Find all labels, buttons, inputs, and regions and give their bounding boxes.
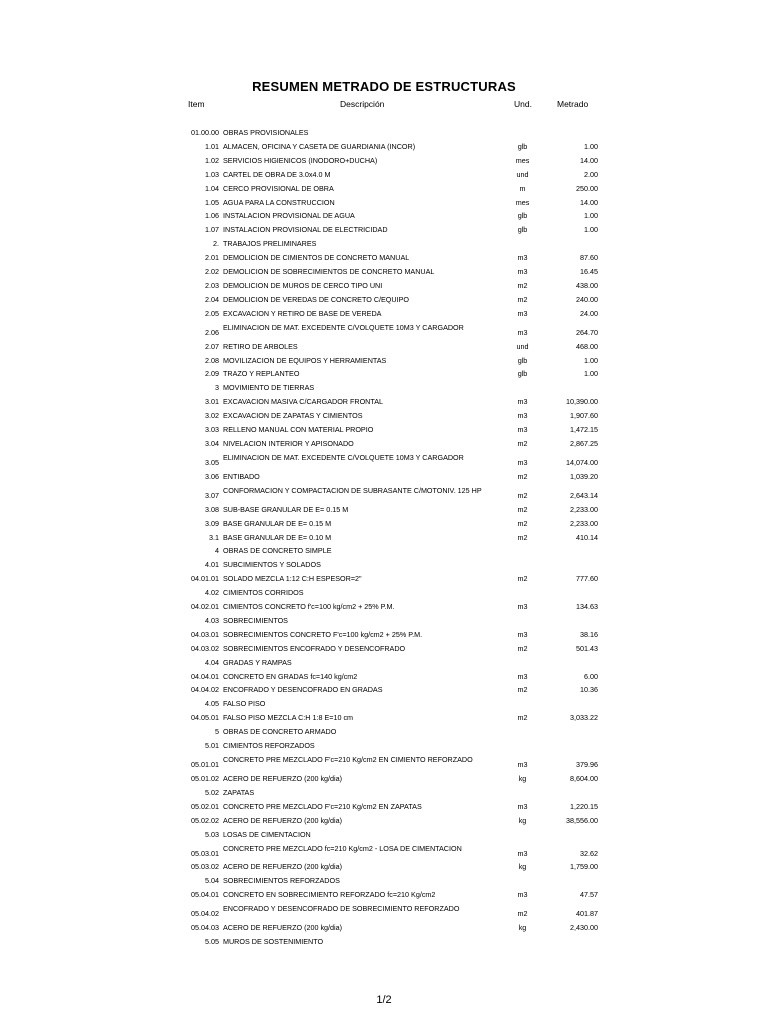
row-description: GRADAS Y RAMPAS [223, 657, 292, 667]
row-description: CONCRETO EN SOBRECIMIENTO REFORZADO fc=210 Kg/cm2 [223, 890, 436, 900]
row-code: 2.01 [205, 253, 219, 263]
row-description: SOBRECIMIENTOS REFORZADOS [223, 876, 340, 886]
row-unit: m2 [517, 438, 528, 448]
row-metrado: 264.70 [576, 327, 598, 337]
header-metrado: Metrado [557, 99, 589, 109]
row-metrado: 10.36 [580, 685, 598, 695]
row-description: CONCRETO PRE MEZCLADO fc=210 Kg/cm2 - LOSA DE CIMENTACION [223, 843, 462, 853]
row-description: CIMIENTOS REFORZADOS [223, 741, 315, 750]
row-unit: m2 [517, 471, 528, 481]
row-code: 1.05 [205, 197, 219, 207]
row-code: 3.07 [205, 490, 219, 500]
row-code: 5.03 [205, 829, 219, 839]
row-code: 5.04 [205, 876, 219, 886]
row-unit: m3 [517, 308, 528, 318]
row-metrado: 1.00 [584, 369, 598, 379]
row-description: ENTIBADO [223, 471, 260, 481]
row-metrado: 468.00 [576, 341, 598, 351]
row-metrado: 2,233.00 [570, 518, 598, 528]
row-code: 5.05 [205, 937, 219, 946]
row-description: EXCAVACION DE ZAPATAS Y CIMIENTOS [223, 411, 363, 421]
row-description: MOVIMIENTO DE TIERRAS [223, 383, 315, 393]
row-code: 05.03.01 [191, 848, 219, 858]
row-metrado: 38,556.00 [566, 815, 598, 825]
row-unit: m2 [517, 685, 528, 695]
row-description: ACERO DE REFUERZO (200 kg/dia) [223, 773, 343, 783]
row-unit: m3 [517, 848, 528, 858]
row-description: CONFORMACION Y COMPACTACION DE SUBRASANTE C/MOTONIV. 125 HP [223, 485, 482, 495]
row-description: TRABAJOS PRELIMINARES [223, 239, 317, 249]
row-code: 1.04 [205, 183, 219, 193]
row-code: 2.05 [205, 308, 219, 318]
row-code: 1.06 [205, 211, 219, 221]
row-unit: m2 [517, 643, 528, 653]
row-code: 3.09 [205, 518, 219, 528]
row-unit: m3 [517, 890, 528, 900]
row-unit: m3 [517, 602, 528, 611]
row-metrado: 1,759.00 [570, 862, 598, 872]
row-description: FALSO PISO [223, 699, 266, 709]
row-description: CONCRETO PRE MEZCLADO F'c=210 Kg/cm2 EN CIMIENTO REFORZADO [223, 755, 473, 764]
row-code: 05.02.01 [191, 801, 219, 811]
row-description: CONCRETO PRE MEZCLADO F'c=210 Kg/cm2 EN ZAPATAS [223, 801, 422, 811]
row-description: DEMOLICION DE CIMIENTOS DE CONCRETO MANUAL [223, 253, 410, 263]
row-description: EXCAVACION MASIVA C/CARGADOR FRONTAL [223, 397, 384, 407]
row-unit: m3 [517, 267, 528, 276]
row-metrado: 1,472.15 [570, 425, 598, 434]
row-description: CIMIENTOS CORRIDOS [223, 588, 304, 598]
row-unit: kg [518, 862, 527, 872]
row-description: CONCRETO EN GRADAS fc=140 kg/cm2 [223, 671, 358, 681]
row-description: INSTALACION PROVISIONAL DE ELECTRICIDAD [223, 225, 388, 235]
row-code: 4 [215, 546, 219, 556]
row-unit: m3 [517, 760, 528, 769]
row-metrado: 777.60 [576, 574, 598, 584]
row-metrado: 240.00 [576, 294, 598, 304]
row-code: 2.09 [205, 369, 219, 379]
row-description: RELLENO MANUAL CON MATERIAL PROPIO [223, 425, 374, 434]
row-metrado: 14.00 [580, 197, 598, 207]
row-code: 5.01 [205, 741, 219, 750]
row-description: MUROS DE SOSTENIMIENTO [223, 937, 324, 946]
row-code: 2.06 [205, 327, 219, 337]
row-unit: kg [518, 773, 527, 783]
row-unit: glb [517, 211, 528, 221]
row-metrado: 2,643.14 [570, 490, 598, 500]
row-description: INSTALACION PROVISIONAL DE AGUA [223, 211, 355, 221]
row-unit: mes [515, 197, 530, 207]
row-description: ACERO DE REFUERZO (200 kg/dia) [223, 862, 343, 872]
row-code: 04.03.01 [191, 629, 219, 639]
row-code: 04.01.01 [191, 574, 219, 584]
row-metrado: 8,604.00 [570, 773, 598, 783]
row-unit: glb [517, 141, 528, 151]
row-code: 5.02 [205, 787, 219, 797]
row-description: OBRAS DE CONCRETO SIMPLE [223, 546, 332, 556]
row-metrado: 2,867.25 [570, 438, 598, 448]
row-code: 04.04.01 [191, 671, 219, 681]
row-metrado: 438.00 [576, 280, 598, 290]
row-metrado: 250.00 [576, 183, 598, 193]
row-description: ENCOFRADO Y DESENCOFRADO DE SOBRECIMIENTO REFORZADO [223, 904, 460, 914]
row-description: ACERO DE REFUERZO (200 kg/dia) [223, 815, 343, 825]
row-code: 3.06 [205, 471, 219, 481]
row-unit: m2 [517, 280, 528, 290]
row-metrado: 1.00 [584, 225, 598, 235]
row-metrado: 47.57 [580, 890, 598, 900]
row-code: 4.05 [205, 699, 219, 709]
row-metrado: 10,390.00 [566, 397, 598, 407]
row-description: CARTEL DE OBRA DE 3.0x4.0 M [223, 169, 331, 179]
row-description: DEMOLICION DE MUROS DE CERCO TIPO UNI [223, 280, 383, 290]
row-description: OBRAS DE CONCRETO ARMADO [223, 727, 337, 737]
row-metrado: 1,907.60 [570, 411, 598, 421]
row-unit: m2 [517, 294, 528, 304]
row-metrado: 2.00 [584, 169, 598, 179]
header-unit: Und. [514, 99, 532, 109]
header-description: Descripción [340, 99, 385, 109]
row-unit: m3 [517, 629, 528, 639]
row-unit: m [519, 183, 526, 193]
row-description: SOBRECIMIENTOS ENCOFRADO Y DESENCOFRADO [223, 643, 406, 653]
row-code: 4.04 [205, 657, 219, 667]
row-code: 04.02.01 [191, 602, 219, 611]
row-code: 3 [215, 383, 219, 393]
row-code: 5 [215, 727, 219, 737]
row-unit: m2 [517, 490, 528, 500]
row-code: 01.00.00 [191, 128, 219, 137]
row-metrado: 410.14 [576, 532, 598, 542]
row-code: 2.04 [205, 294, 219, 304]
document-title: RESUMEN METRADO DE ESTRUCTURAS [252, 79, 516, 94]
row-metrado: 1.00 [584, 355, 598, 365]
row-unit: m3 [517, 801, 528, 811]
row-description: DEMOLICION DE VEREDAS DE CONCRETO C/EQUIPO [223, 294, 409, 304]
row-code: 3.04 [205, 438, 219, 448]
row-unit: glb [517, 369, 528, 379]
row-code: 05.04.01 [191, 890, 219, 900]
row-unit: m3 [517, 671, 528, 681]
row-code: 05.01.01 [191, 760, 219, 769]
row-code: 3.05 [205, 457, 219, 467]
row-metrado: 1.00 [584, 141, 598, 151]
row-unit: m3 [517, 425, 528, 434]
row-unit: m3 [517, 411, 528, 421]
row-code: 05.04.02 [191, 909, 219, 919]
row-metrado: 2,430.00 [570, 923, 598, 933]
row-unit: m3 [517, 397, 528, 407]
row-code: 2.08 [205, 355, 219, 365]
row-description: BASE GRANULAR DE E= 0.10 M [223, 532, 332, 542]
row-code: 3.08 [205, 504, 219, 514]
row-description: RETIRO DE ARBOLES [223, 341, 298, 351]
row-unit: m3 [517, 327, 528, 337]
row-metrado: 1,220.15 [570, 801, 598, 811]
row-description: CIMIENTOS CONCRETO f'c=100 kg/cm2 + 25% P.M. [223, 602, 395, 611]
row-unit: mes [515, 155, 530, 165]
row-description: ENCOFRADO Y DESENCOFRADO EN GRADAS [223, 685, 383, 695]
row-unit: kg [518, 923, 527, 933]
row-metrado: 501.43 [576, 643, 598, 653]
row-description: SUBCIMIENTOS Y SOLADOS [223, 560, 321, 570]
row-metrado: 1.00 [584, 211, 598, 221]
row-metrado: 2,233.00 [570, 504, 598, 514]
row-metrado: 38.16 [580, 629, 598, 639]
row-description: SUB-BASE GRANULAR DE E= 0.15 M [223, 504, 349, 514]
row-metrado: 1,039.20 [570, 471, 598, 481]
row-unit: und [516, 169, 529, 179]
row-metrado: 16.45 [580, 267, 598, 276]
row-description: SERVICIOS HIGIENICOS (INODORO+DUCHA) [223, 155, 378, 165]
row-metrado: 134.63 [576, 602, 598, 611]
row-unit: und [516, 341, 529, 351]
row-description: ELIMINACION DE MAT. EXCEDENTE C/VOLQUETE 10M3 Y CARGADOR [223, 322, 464, 332]
row-code: 3.1 [209, 532, 219, 542]
row-code: 3.03 [205, 425, 219, 434]
row-unit: m2 [517, 532, 528, 542]
page-number: 1/2 [376, 994, 392, 1006]
row-metrado: 14.00 [580, 155, 598, 165]
row-unit: m2 [517, 909, 528, 919]
row-code: 3.02 [205, 411, 219, 421]
row-unit: m2 [517, 504, 528, 514]
row-code: 1.02 [205, 155, 219, 165]
row-description: LOSAS DE CIMENTACION [223, 829, 311, 839]
row-code: 1.03 [205, 169, 219, 179]
row-code: 05.01.02 [191, 773, 219, 783]
row-unit: m2 [517, 713, 528, 723]
row-description: ELIMINACION DE MAT. EXCEDENTE C/VOLQUETE 10M3 Y CARGADOR [223, 452, 464, 462]
row-code: 2.03 [205, 280, 219, 290]
row-metrado: 3,033.22 [570, 713, 598, 723]
row-unit: glb [517, 355, 528, 365]
row-code: 05.02.02 [191, 815, 219, 825]
row-description: DEMOLICION DE SOBRECIMIENTOS DE CONCRETO MANUAL [223, 267, 435, 276]
row-code: 05.04.03 [191, 923, 219, 933]
row-description: NIVELACION INTERIOR Y APISONADO [223, 438, 354, 448]
row-metrado: 6.00 [584, 671, 598, 681]
row-description: ACERO DE REFUERZO (200 kg/dia) [223, 923, 343, 933]
row-description: SOBRECIMIENTOS [223, 615, 288, 625]
row-code: 05.03.02 [191, 862, 219, 872]
row-description: TRAZO Y REPLANTEO [223, 369, 300, 379]
row-description: OBRAS PROVISIONALES [223, 128, 309, 137]
row-description: MOVILIZACION DE EQUIPOS Y HERRAMIENTAS [223, 355, 387, 365]
row-description: FALSO PISO MEZCLA C:H 1:8 E=10 cm [223, 713, 354, 723]
row-code: 3.01 [205, 397, 219, 407]
row-description: EXCAVACION Y RETIRO DE BASE DE VEREDA [223, 308, 382, 318]
row-description: ALMACEN, OFICINA Y CASETA DE GUARDIANIA (INCOR) [223, 141, 416, 151]
row-code: 4.03 [205, 615, 219, 625]
row-code: 04.05.01 [191, 713, 219, 723]
row-unit: kg [518, 815, 527, 825]
row-description: AGUA PARA LA CONSTRUCCION [223, 197, 335, 207]
row-unit: m2 [517, 518, 528, 528]
row-metrado: 24.00 [580, 308, 598, 318]
row-metrado: 87.60 [580, 253, 598, 263]
row-unit: m3 [517, 457, 528, 467]
row-code: 2.02 [205, 267, 219, 276]
row-code: 04.04.02 [191, 685, 219, 695]
row-metrado: 401.87 [576, 909, 598, 919]
row-unit: glb [517, 225, 528, 235]
header-item: Item [188, 99, 205, 109]
row-code: 04.03.02 [191, 643, 219, 653]
row-code: 2.07 [205, 341, 219, 351]
row-code: 2. [213, 239, 219, 249]
row-metrado: 32.62 [580, 848, 598, 858]
row-metrado: 14,074.00 [566, 457, 598, 467]
row-description: CERCO PROVISIONAL DE OBRA [223, 183, 334, 193]
row-metrado: 379.96 [576, 760, 598, 769]
row-code: 1.01 [205, 141, 219, 151]
row-description: SOBRECIMIENTOS CONCRETO F'c=100 kg/cm2 + 25% P.M. [223, 629, 423, 639]
row-unit: m2 [517, 574, 528, 584]
row-code: 1.07 [205, 225, 219, 235]
row-unit: m3 [517, 253, 528, 263]
row-code: 4.02 [205, 588, 219, 598]
row-description: BASE GRANULAR DE E= 0.15 M [223, 518, 332, 528]
row-description: SOLADO MEZCLA 1:12 C:H ESPESOR=2" [223, 574, 362, 584]
row-code: 4.01 [205, 560, 219, 570]
row-description: ZAPATAS [223, 787, 255, 797]
